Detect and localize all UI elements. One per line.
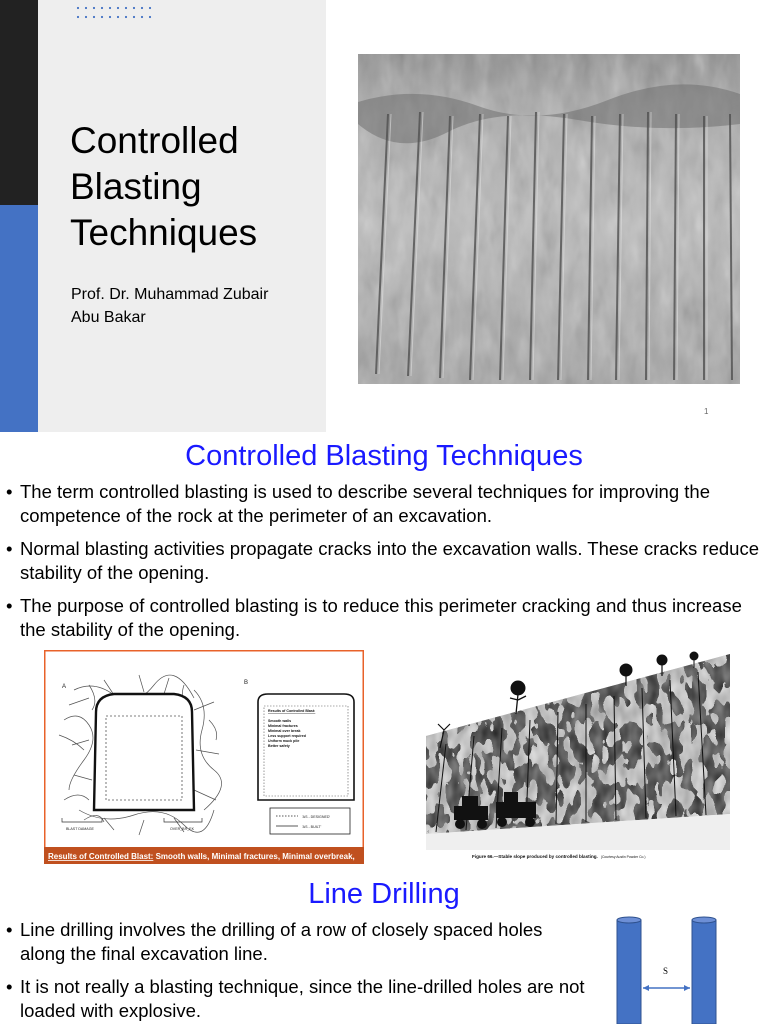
dot-pattern-decoration — [76, 4, 152, 22]
blast-damage-label: BLAST DAMAGE — [66, 827, 94, 831]
title-line: Techniques — [70, 212, 258, 253]
legend-built: 'AS - BUILT' — [302, 825, 322, 829]
figure-caption — [472, 854, 646, 859]
caption-rest: Smooth walls, Minimal fractures, Minimal overbreak, — [153, 852, 355, 861]
blue-accent-bar — [0, 205, 38, 432]
bullet-item: • Line drilling involves the drilling of a row of closely spaced holes along the final excavation line. — [6, 918, 586, 966]
line-drilling-slide — [0, 868, 768, 1024]
caption-credit: (Courtesy Austin Powder Co.) — [600, 855, 646, 859]
drill-hole-spacing-diagram — [612, 912, 722, 1024]
label-b: B — [244, 680, 249, 686]
presentation-title — [70, 118, 320, 256]
title-slide — [0, 0, 768, 432]
bullet-item: • It is not really a blasting technique, since the line-drilled holes are not loaded with explosive. — [6, 975, 586, 1023]
caption-bold: Results of Controlled Blast: — [48, 852, 154, 861]
blast-comparison-diagram — [44, 650, 364, 864]
author-name — [71, 283, 321, 329]
label-a: A — [62, 684, 67, 690]
author-line: Abu Bakar — [71, 309, 146, 326]
bullet-list — [6, 480, 766, 651]
caption-text: Figure 66.—Stable slope produced by controlled blasting. — [472, 854, 598, 859]
legend-designed: 'AS - DESIGNED' — [302, 815, 331, 819]
result-item: Smooth walls — [268, 719, 292, 723]
overbreak-label: OVER_BR_EK — [170, 827, 194, 831]
result-item: Less support required — [268, 734, 306, 738]
bullet-item: • The purpose of controlled blasting is to reduce this perimeter cracking and thus increase the stability of the opening. — [6, 594, 766, 642]
slide-title: Line Drilling — [308, 878, 460, 910]
stable-slope-photo — [426, 644, 730, 862]
bullet-item: • Normal blasting activities propagate cracks into the excavation walls. These cracks reduce stability of the opening. — [6, 537, 766, 585]
spacing-label: S — [663, 966, 669, 976]
title-line: Controlled — [70, 120, 239, 161]
author-line: Prof. Dr. Muhammad Zubair — [71, 286, 269, 303]
results-box-title: Results of Controlled Blast: — [268, 709, 316, 713]
intro-slide — [0, 434, 768, 866]
result-item: Minimal over break — [268, 729, 301, 733]
bullet-item: • The term controlled blasting is used to describe several techniques for improving the competence of the rock at the perimeter of an excavation. — [6, 480, 766, 528]
result-item: Minimal fractures — [268, 724, 298, 728]
dark-accent-bar — [0, 0, 38, 205]
figure-caption — [48, 852, 355, 861]
slide-title: Controlled Blasting Techniques — [185, 440, 583, 472]
rock-face-photo — [358, 54, 740, 384]
title-line: Blasting — [70, 166, 202, 207]
bullet-list — [6, 918, 586, 1032]
result-item: Better safety — [268, 744, 290, 748]
result-item: Uniform muck pile — [268, 739, 300, 743]
page-number: 1 — [704, 407, 709, 416]
